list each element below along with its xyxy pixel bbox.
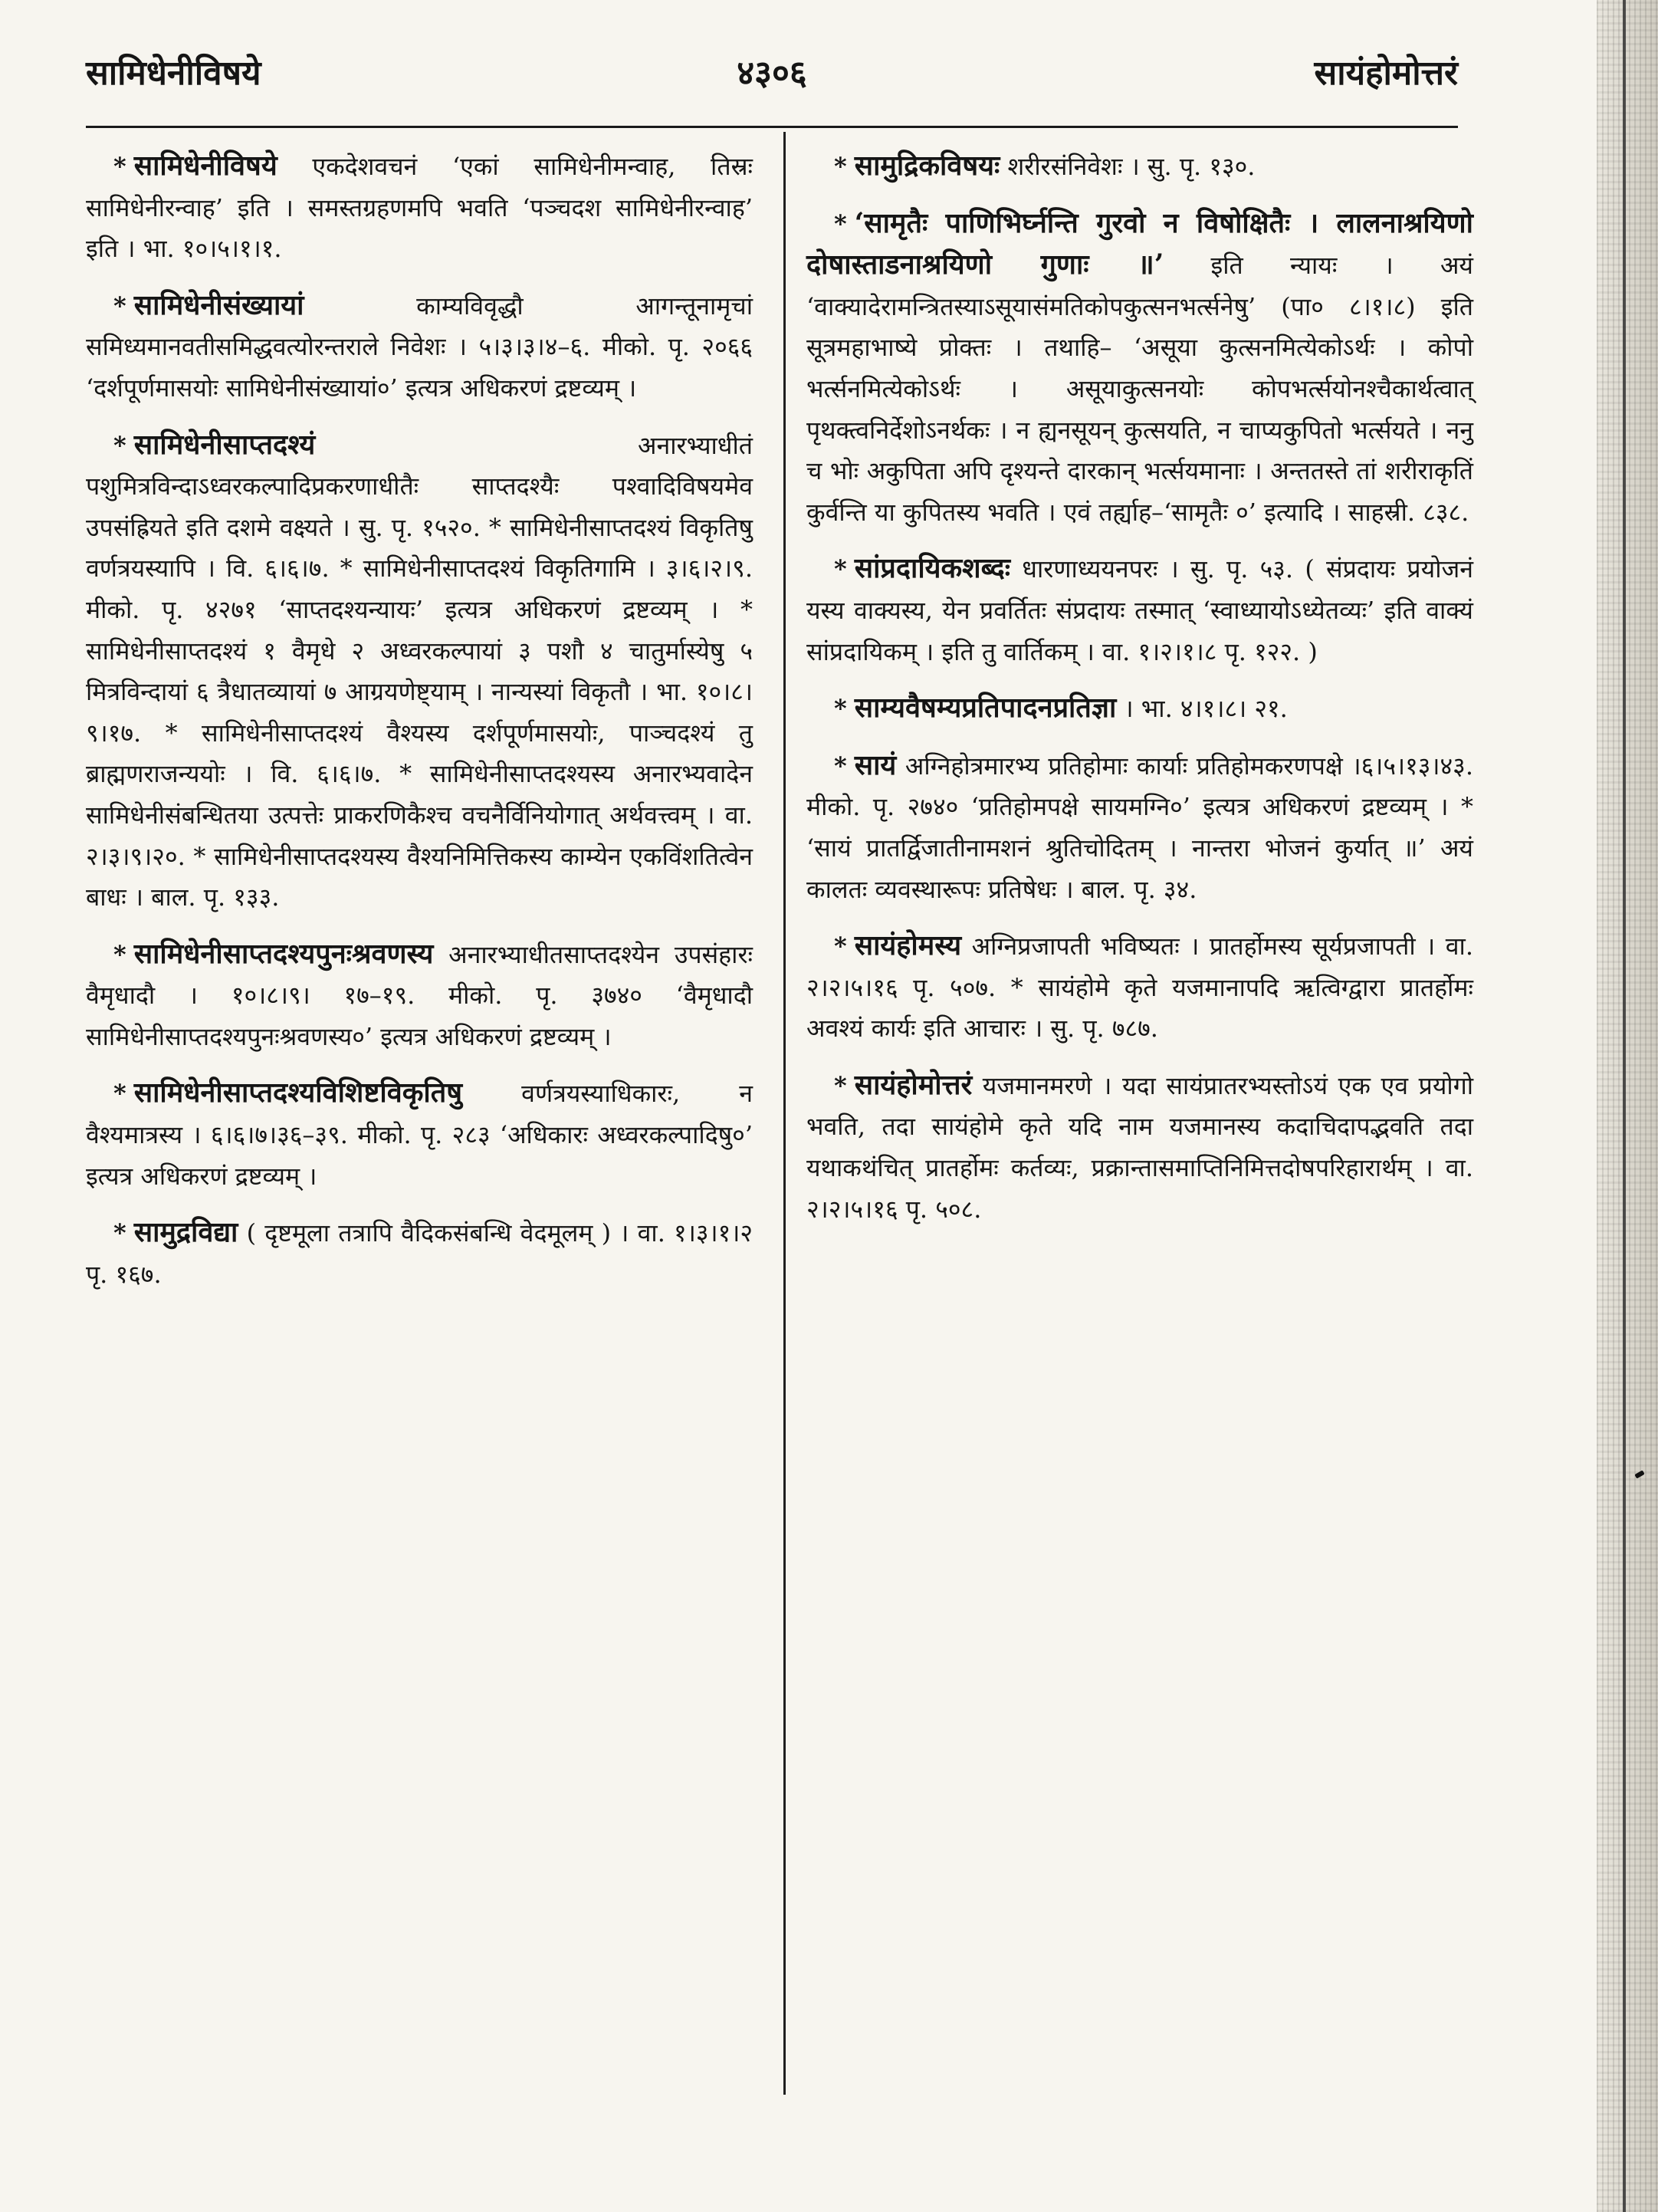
- entry-text: अनारभ्याधीतं पशुमित्रविन्दाऽध्वरकल्पादिप्रकरणाधीतैः साप्तदश्यैः पश्वादिविषयमेव उपसंह्रियते इति दशमे वक्ष्यते । सु. पृ. १५२०. * सामिधेनीसाप्तदश्यं विकृतिषु वर्णत्रयस्यापि । वि. ६।६।७. * सामिधेनीसाप्तदश्यं विकृतिगामि । ३।६।२।९. मीको. पृ. ४२७१ ‘साप्तदश्यन्यायः’ इत्यत्र अधिकरणं द्रष्टव्यम् । * सामिधेनीसाप्तदश्यं १ वैमृधे २ अध्वरकल्पायां ३ पशौ ४ चातुर्मास्येषु ५ मित्रविन्दायां ६ त्रैधातव्यायां ७ आग्रयणेष्ट्याम् । नान्यस्यां विकृतौ । भा. १०।८।९।१७. * सामिधेनीसाप्तदश्यं वैश्यस्य दर्शपूर्णमासयोः, पाञ्चदश्यं तु ब्राह्मणराजन्ययोः । वि. ६।६।७. * सामिधेनीसाप्तदश्यस्य अनारभ्यवादेन सामिधेनीसंबन्धितया उत्पत्तेः प्राकरणिकैश्च वचनैर्विनियोगात् अर्थवत्त्वम् । वा. २।३।९।२०. * सामिधेनीसाप्तदश्यस्य वैश्यनिमित्तिकस्य काम्येन एकविंशतित्वेन बाधः । बाल. पृ. १३३.: [86, 430, 753, 912]
- scanned-book-edge: [1597, 0, 1658, 2212]
- entry-star: *: [113, 939, 126, 969]
- entry-headword: ‘सामृतैः पाणिभिर्घ्नन्ति गुरवो न विषोक्षितैः । लालनाश्रयिणो दोषास्ताडनाश्रयिणो गुणाः ॥’: [806, 206, 1473, 281]
- book-gutter-line: [1623, 0, 1626, 2212]
- entry: [806, 688, 1473, 730]
- entry-headword: सामिधेनीसाप्तदश्यपुनःश्रवणस्य: [133, 937, 434, 970]
- entry: [86, 285, 753, 409]
- entry-text: अग्निप्रजापती भविष्यतः । प्रातर्होमस्य सूर्यप्रजापती । वा. २।२।५।१६ पृ. ५०७. * सायंहोमे कृते यजमानापदि ऋत्विग्द्वारा प्रातर्होमः अवश्यं कार्यः इति आचारः । सु. पृ. ७८७.: [806, 932, 1473, 1044]
- entry: [86, 146, 753, 270]
- entry-star: *: [113, 291, 126, 320]
- entry: [86, 1073, 753, 1197]
- entry: [806, 745, 1473, 910]
- entry: [806, 925, 1473, 1050]
- entry-headword: सामुद्रिकविषयः: [854, 150, 1000, 182]
- entry-headword: सामिधेनीविषये: [133, 150, 277, 182]
- entry-text: वर्णत्रयस्याधिकारः, न वैश्यमात्रस्य । ६।६।७।३६–३९. मीको. पृ. २८३ ‘अधिकारः अध्वरकल्पादिषु०’ इत्यत्र अधिकरणं द्रष्टव्यम् ।: [86, 1079, 753, 1191]
- entry-star: *: [834, 152, 847, 181]
- entry-text: यजमानमरणे । यदा सायंप्रातरभ्यस्तोऽयं एक एव प्रयोगो भवति, तदा सायंहोमे कृते यदि नाम यजमानस्य कदाचिदापद्भवति तदा यथाकथंचित् प्रातर्होमः कर्तव्यः, प्रक्रान्तासमाप्तिनिमित्तदोषपरिहारार्थम् । वा. २।२।५।१६ पृ. ५०८.: [806, 1070, 1473, 1224]
- entry-headword: सायंहोमस्य: [854, 929, 962, 962]
- entry-headword: सामिधेनीसाप्तदश्यं: [133, 428, 316, 461]
- entry-text: अग्निहोत्रमारभ्य प्रतिहोमाः कार्याः प्रतिहोमकरणपक्षे ।६।५।१३।४३. मीको. पृ. २७४० ‘प्रतिहोमपक्षे सायमग्नि०’ इत्यत्र अधिकरणं द्रष्टव्यम् । * ‘सायं प्रातर्द्विजातीनामशनं श्रुतिचोदितम् । नान्तरा भोजनं कुर्यात् ॥’ अयं कालतः व्यवस्थारूपः प्रतिषेधः । बाल. पृ. ३४.: [806, 751, 1473, 904]
- entry-headword: सामिधेनीसाप्तदश्यविशिष्टविकृतिषु: [133, 1076, 463, 1109]
- entry-text: काम्यविवृद्धौ आगन्तूनामृचां समिध्यमानवतीसमिद्धवत्योरन्तराले निवेशः । ५।३।३।४–६. मीको. पृ. २०६६ ‘दर्शपूर्णमासयोः सामिधेनीसंख्यायां०’ इत्यत्र अधिकरणं द्रष्टव्यम् ।: [86, 291, 753, 403]
- entry: [806, 203, 1473, 534]
- entry-text: शरीरसंनिवेशः । सु. पृ. १३०.: [1000, 152, 1256, 181]
- header-rule: [86, 126, 1458, 128]
- entry: [806, 146, 1473, 188]
- left-column: [86, 146, 753, 1310]
- entry-star: *: [834, 1070, 847, 1100]
- page-number: ४३०६: [737, 54, 807, 93]
- entry-headword: सामिधेनीसंख्यायां: [133, 288, 304, 321]
- entry-star: *: [834, 932, 847, 961]
- entry: [806, 1065, 1473, 1230]
- entry-headword: सांप्रदायिकशब्दः: [854, 552, 1011, 585]
- entry-text: एकदेशवचनं ‘एकां सामिधेनीमन्वाह, तिस्रः सामिधेनीरन्वाह’ इति । समस्तग्रहणमपि भवति ‘पञ्चदश सामिधेनीरन्वाह’ इति । भा. १०।५।१।१.: [86, 152, 753, 264]
- entry: [806, 548, 1473, 672]
- entry: [86, 1212, 753, 1295]
- entry-star: *: [113, 152, 126, 181]
- column-divider: [783, 132, 786, 2095]
- entry-star: *: [834, 694, 847, 724]
- entry-headword: साम्यवैषम्यप्रतिपादनप्रतिज्ञा: [854, 692, 1117, 725]
- right-column: [806, 146, 1473, 1245]
- entry-text: धारणाध्ययनपरः । सु. पृ. ५३. ( संप्रदायः प्रयोजनं यस्य वाक्यस्य, येन प्रवर्तितः संप्रदायः तस्मात् ‘स्वाध्यायोऽध्येतव्यः’ इति वाक्यं सांप्रदायिकम् । इति तु वार्तिकम् । वा. १।२।१।८ पृ. १२२. ): [806, 554, 1473, 666]
- entry-star: *: [834, 751, 847, 781]
- entry: [86, 934, 753, 1058]
- entry-star: *: [834, 209, 847, 238]
- entry-text: ( दृष्टमूला तत्रापि वैदिकसंबन्धि वेदमूलम् ) । वा. १।३।१।२ पृ. १६७.: [86, 1218, 753, 1289]
- entry: [86, 425, 753, 919]
- header-left-guideword: सामिधेनीविषये: [86, 54, 261, 93]
- entry-headword: सामुद्रविद्या: [133, 1216, 238, 1249]
- entry-headword: सायं: [854, 748, 897, 781]
- entry-star: *: [834, 554, 847, 584]
- page-header: [86, 43, 1458, 127]
- entry-headword: सायंहोमोत्तरं: [854, 1068, 973, 1101]
- entry-text: । भा. ४।१।८। २१.: [1116, 694, 1288, 724]
- entry-star: *: [113, 430, 126, 460]
- header-right-guideword: सायंहोमोत्तरं: [1314, 54, 1458, 93]
- entry-text: अनारभ्याधीतसाप्तदश्येन उपसंहारः वैमृधादौ । १०।८।९। १७–१९. मीको. पृ. ३७४० ‘वैमृधादौ सामिधेनीसाप्तदश्यपुनःश्रवणस्य०’ इत्यत्र अधिकरणं द्रष्टव्यम् ।: [86, 939, 753, 1051]
- entry-star: *: [113, 1218, 126, 1248]
- entry-text: इति न्यायः । अयं ‘वाक्यादेरामन्त्रितस्याऽसूयासंमतिकोपकुत्सनभर्त्सनेषु’ (पा० ८।१।८) इति सूत्रमहाभाष्ये प्रोक्तः । तथाहि– ‘असूया कुत्सनमित्येकोऽर्थः । कोपो भर्त्सनमित्येकोऽर्थः । असूयाकुत्सनयोः कोपभर्त्सयोनश्चैकार्थत्वात् पृथक्त्वनिर्देशोऽनर्थकः । न ह्यनसूयन् कुत्सयति, न चाप्यकुपितो भर्त्सयते । ननु च भोः अकुपिता अपि दृश्यन्ते दारकान् भर्त्सयमानाः । अन्ततस्ते तां शरीराकृतिं कुर्वन्ति या कुपितस्य भवति । एवं तर्ह्याह–‘सामृतैः ०’ इत्यादि । साहस्री. ८३८.: [806, 251, 1473, 527]
- entry-star: *: [113, 1079, 126, 1109]
